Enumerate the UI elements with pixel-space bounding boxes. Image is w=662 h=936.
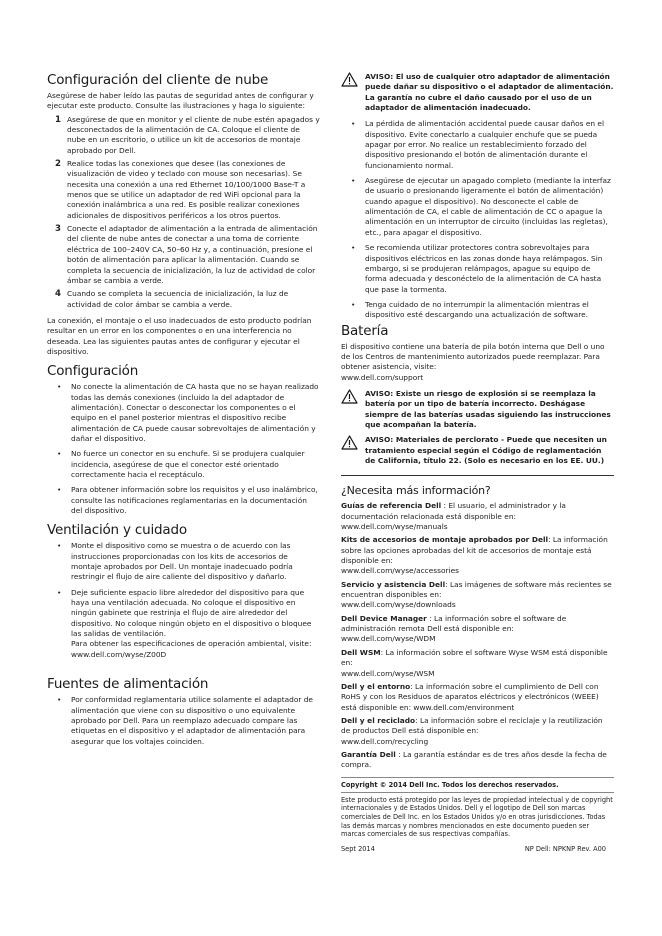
warning-text: AVISO: Existe un riesgo de explosión si se reemplaza la batería por un tipo de batería incorrecto. Deshágase siempre de las baterías usadas siguiendo las instrucciones que acompañan la batería. (365, 388, 611, 429)
print-date: Sept 2014 (341, 845, 375, 854)
vent-bullet-body: Deje suficiente espacio libre alrededor del dispositivo para que haya una ventilación adecuada. No coloque el dispositivo en ningún gabinete que restrinja el flujo de aire alrededor del dispositivo. No coloque ningún objeto en el dispositivo o bloquee las salidas de ventilación. (71, 587, 312, 639)
info-label: Dell y el reciclado (341, 715, 416, 725)
warning-icon (341, 435, 365, 466)
warning-text: AVISO: Materiales de perclorato - Puede que necesiten un tratamiento especial según el Código de reglamentación de California, título 22. (Solo es necesario en los EE. UU.) (365, 435, 607, 465)
info-item (341, 535, 614, 576)
part-number: NP Dell: NPKNP Rev. A00 (524, 845, 606, 854)
bullet-icon: • (351, 119, 356, 129)
bullet-icon: • (57, 695, 62, 705)
info-item (341, 501, 614, 532)
step-text: Conecte el adaptador de alimentación a la entrada de alimentación del cliente de nube antes de conectar a una toma de corriente eléctrica de 100–240V CA, 50–60 Hz y, a continuación, presione el botón de alimentación para aplicar la alimentación. Cuando se completa la secuencia de inicialización, la luz de actividad de color ámbar se cambia a verde. (67, 224, 318, 285)
vent-specs-link[interactable]: www.dell.com/wyse/Z00D (71, 649, 167, 659)
config-bullet (47, 449, 320, 480)
bullet-icon: • (57, 382, 62, 392)
info-link[interactable]: www.dell.com/wyse/accessories (341, 566, 459, 576)
bullet-text: Se recomienda utilizar protectores contra sobrevoltajes para dispositivos eléctricos en las zonas donde haya relámpagos. Sin embargo, si se produjeran relámpagos, apague su equipo de forma adecuada y desconéctelo de la alimentación de CA hasta que pase la tormenta. (365, 243, 603, 294)
info-text: : El usuario, el administrador y la documentación relacionada está disponible en: (341, 501, 566, 521)
setup-step (47, 289, 320, 310)
cloud-config-title: Configuración del cliente de nube (47, 72, 269, 88)
bullet-icon: • (57, 485, 62, 495)
info-link[interactable]: www.dell.com/wyse/manuals (341, 522, 448, 532)
info-label: Servicio y asistencia Dell (341, 579, 446, 589)
footer-divider (341, 777, 614, 778)
step-number: 1 (55, 114, 61, 125)
info-link[interactable]: www.dell.com/wyse/downloads (341, 600, 456, 610)
bullet-text: No conecte la alimentación de CA hasta que no se hayan realizado todas las demás conexiones (incluido la del adaptador de alimentación). Conectar o desconectar los componentes o el equipo en el panel posterior mientras el dispositivo recibe alimentación de CA puede causar sobrevoltajes de alimentación y dañar el dispositivo. (71, 382, 319, 443)
battery-support-link[interactable]: www.dell.com/support (341, 372, 424, 382)
vent-title: Ventilación y cuidado (47, 522, 187, 539)
battery-text: El dispositivo contiene una batería de pila botón interna que Dell o uno de los Centros de mantenimiento autorizados puede reemplazar. Para obtener asistencia, visite: (341, 341, 605, 372)
info-text: : La información sobre el software Wyse WSM está disponible en: (341, 647, 608, 668)
bullet-text: Para obtener información sobre los requisitos y el uso inalámbrico, consulte las notificaciones reglamentarias en la documentación del dispositivo. (71, 485, 318, 516)
config-bullet (47, 485, 320, 516)
info-item (341, 648, 614, 679)
power-bullet (47, 695, 320, 747)
bullet-icon: • (351, 299, 356, 309)
bullet-text: Tenga cuidado de no interrumpir la alimentación mientras el dispositivo esté descargando una actualización de software. (365, 299, 589, 320)
warning-text: AVISO: El uso de cualquier otro adaptador de alimentación puede dañar su dispositivo o el adaptador de alimentación. La garantía no cubre el daño causado por el uso de un adaptador de alimentación inadecuado. (365, 72, 614, 113)
warning-explosion (341, 389, 614, 430)
step-text: Cuando se completa la secuencia de inicialización, la luz de actividad de color ámbar se cambia a verde. (67, 289, 289, 309)
setup-step (47, 224, 320, 286)
bullet-icon: • (351, 176, 356, 186)
footer-meta (341, 845, 614, 854)
info-text: : Las imágenes de software más recientes se encuentran disponibles en: (341, 579, 612, 600)
info-label: Kits de accesorios de montaje aprobados por Dell (341, 535, 549, 545)
info-item (341, 614, 614, 645)
vent-specs-text: Para obtener las especificaciones de operación ambiental, visite: (71, 639, 312, 649)
setup-steps (47, 115, 320, 310)
info-label: Dell y el entorno (341, 681, 411, 691)
power-bullet (341, 119, 614, 171)
info-label: Guías de referencia Dell (341, 501, 442, 511)
setup-step (47, 159, 320, 221)
step-text: Asegúrese de que en monitor y el cliente de nube estén apagados y desconectados de la alimentación de CA. Coloque el cliente de nube en un escritorio, o utilice un kit de accesorios de montaje aprobado por Dell. (67, 114, 320, 155)
info-link[interactable]: www.dell.com/recycling (341, 736, 429, 746)
info-text: : La información sobre el software de administración remota Dell está disponible en: (341, 613, 567, 634)
info-text: : La garantía estándar es de tres años desde la fecha de compra. (341, 749, 607, 770)
power-title: Fuentes de alimentación (47, 676, 209, 693)
bullet-icon: • (57, 449, 62, 459)
bullet-icon: • (57, 541, 62, 551)
info-label: Garantía Dell (341, 749, 396, 759)
info-text: : La información sobre el reciclaje y la reutilización de productos Dell está disponible en: (341, 715, 603, 736)
warning-perchlorate (341, 435, 614, 466)
bullet-icon: • (351, 243, 356, 253)
warning-adapter (341, 72, 614, 113)
step-number: 3 (55, 224, 61, 235)
power-bullet (341, 176, 614, 238)
info-item (341, 580, 614, 611)
info-link[interactable]: www.dell.com/wyse/WSM (341, 668, 435, 678)
bullet-icon: • (57, 587, 62, 597)
info-label: Dell Device Manager (341, 613, 427, 623)
step-number: 4 (55, 289, 61, 300)
battery-title: Batería (341, 322, 389, 339)
bullet-text: La pérdida de alimentación accidental puede causar daños en el dispositivo. Evite conectarlo a cualquier enchufe que se pueda apagar por error. No realice un restablecimiento forzado del dispositivo presionando el botón de alimentación durante el funcionamiento normal. (365, 119, 605, 170)
warning-icon (341, 72, 365, 113)
info-label: Dell WSM (341, 647, 381, 657)
power-bullet (341, 243, 614, 295)
copyright: Copyright © 2014 Dell Inc. Todos los derechos reservados. (341, 780, 559, 789)
config-title: Configuración (47, 363, 139, 380)
footer-divider (341, 792, 614, 793)
setup-step (47, 115, 320, 156)
bullet-text: Monte el dispositivo como se muestra o de acuerdo con las instrucciones proporcionadas con los kits de accesorios de montaje aprobados por Dell. Un montaje inadecuado podría restringir el flujo de aire caliente del dispositivo y dañarlo. (71, 541, 293, 582)
bullet-text (71, 588, 320, 660)
vent-bullet (47, 588, 320, 660)
cloud-config-outro: La conexión, el montaje o el uso inadecuados de esto producto podrían resultar en un error en los componentes o en una interferencia no deseada. Lea las siguientes pautas antes de configurar y ejecutar el dispositivo. (47, 315, 312, 356)
power-bullet (341, 300, 614, 321)
warning-icon (341, 389, 365, 430)
step-text: Realice todas las conexiones que desee (las conexiones de visualización de video y teclado con mouse son necesarias). Se necesita una conexión a una red Ethernet 10/100/1000 Base-T a menos que se utilice un adaptador de red WiFi opcional para la conexión inalámbrica a una red. Es posible realizar conexiones adicionales de dispositivos periféricos a los otros puertos. (67, 159, 306, 220)
info-text: : La información sobre el cumplimiento de Dell con RoHS y con los Residuos de aparatos eléctricos y electrónicos (WEEE) está disponible en: www.dell.com/environment (341, 681, 599, 712)
left-column (47, 72, 320, 747)
info-item (341, 750, 614, 771)
info-text: : La información sobre las opciones aprobadas del kit de accesorios de montaje está disponible en: (341, 535, 608, 566)
vent-bullet (47, 541, 320, 582)
info-link[interactable]: www.dell.com/wyse/WDM (341, 634, 436, 644)
bullet-text: No fuerce un conector en su enchufe. Si se produjera cualquier incidencia, asegúrese de que el conector esté orientado correctamente hacia el receptáculo. (71, 449, 305, 479)
info-item (341, 682, 614, 713)
config-bullet (47, 382, 320, 444)
bullet-text: Asegúrese de ejecutar un apagado completo (mediante la interfaz de usuario o presionando ligeramente el botón de alimentación) cuando apague el dispositivo). No desconecte el cable de alimentación de CA, el cable de alimentación de CC o apague la alimentación en un interruptor de circuito (incluidas las regletas), etc., para apagar el dispositivo. (365, 176, 611, 237)
right-column (341, 72, 614, 854)
info-item (341, 716, 614, 747)
legal-text: Este producto está protegido por las leyes de propiedad intelectual y de copyright internacionales y de Estados Unidos. Dell y el logotipo de Dell son marcas comerciales de Dell Inc. en los Estados Unidos y/o en otras jurisdicciones. Todas las demás marcas y nombres mencionados en este documento pueden ser marcas comerciales de sus respectivas compañías. (341, 795, 613, 839)
divider (341, 475, 614, 476)
cloud-config-intro: Asegúrese de haber leído las pautas de seguridad antes de configurar y ejecutar este producto. Consulte las ilustraciones y haga lo siguiente: (47, 91, 314, 111)
step-number: 2 (55, 159, 61, 170)
more-info-title: ¿Necesita más información? (341, 484, 491, 498)
bullet-text: Por conformidad reglamentaria utilice solamente el adaptador de alimentación que viene con su dispositivo o uno equivalente aprobado por Dell. Para un reemplazo adecuado compare las etiquetas en el dispositivo y el adaptador de alimentación para asegurar que los voltajes coinciden. (71, 695, 313, 746)
